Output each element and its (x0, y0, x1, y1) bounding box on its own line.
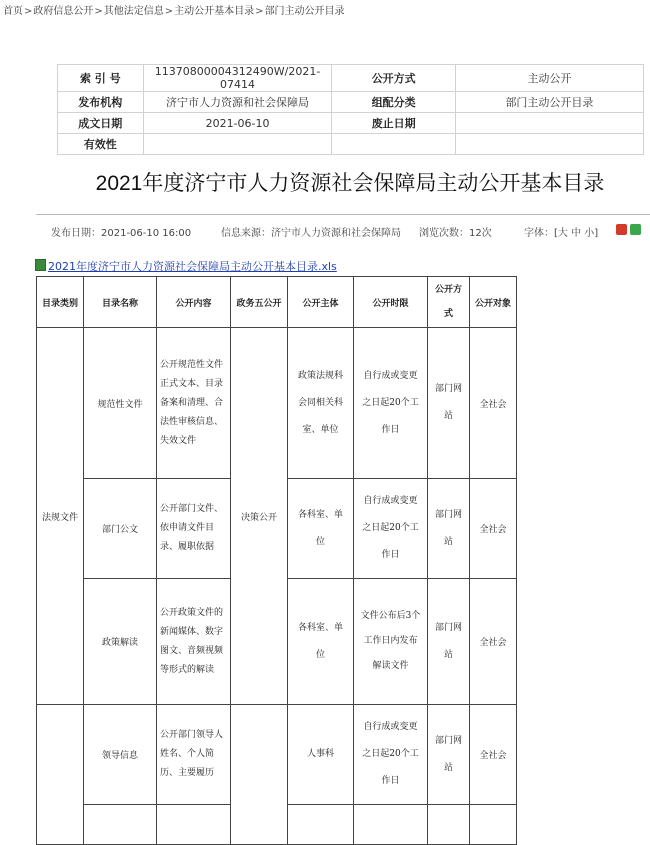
item-name: 政策解读 (84, 579, 157, 705)
empty-cell (354, 805, 428, 845)
info-source: 信息来源：济宁市人力资源和社会保障局 (221, 228, 401, 239)
meta-key: 组配分类 (332, 92, 455, 113)
table-row (37, 705, 517, 805)
item-name: 部门公文 (84, 479, 157, 579)
meta-value: 部门主动公开目录 (455, 92, 643, 113)
metadata-table (57, 64, 644, 155)
five-public-cell (231, 705, 288, 845)
meta-key: 索 引 号 (58, 65, 144, 92)
publish-date: 发布日期：2021-06-10 16:00 (51, 228, 192, 239)
share-weibo-icon[interactable] (616, 224, 627, 235)
breadcrumb-dept-catalog[interactable]: 部门主动公开目录 (264, 6, 345, 17)
item-target: 全社会 (470, 479, 517, 579)
breadcrumb-home[interactable]: 首页 (3, 6, 23, 17)
meta-value (143, 134, 332, 155)
item-name: 领导信息 (84, 705, 157, 805)
item-method: 部门网站 (428, 705, 470, 805)
attachment-name: 2021年度济宁市人力资源社会保障局主动公开基本目录.xls (48, 260, 337, 273)
item-time: 自行成或变更之日起20个工作日 (354, 328, 428, 479)
view-count: 浏览次数：12次 (419, 228, 492, 239)
meta-key: 公开方式 (332, 65, 455, 92)
catalog-table (36, 276, 517, 845)
col-header: 政务五公开 (231, 277, 288, 328)
share-wechat-icon[interactable] (630, 224, 641, 235)
meta-key: 废止日期 (332, 113, 455, 134)
item-time: 自行成或变更之日起20个工作日 (354, 479, 428, 579)
item-name: 规范性文件 (84, 328, 157, 479)
attachment-link[interactable] (35, 258, 337, 274)
meta-row (58, 113, 644, 134)
item-target: 全社会 (470, 579, 517, 705)
col-header: 公开对象 (470, 277, 517, 328)
item-content: 公开部门领导人姓名、个人简历、主要履历 (157, 705, 231, 805)
item-subject: 政策法规科会同相关科室、单位 (288, 328, 354, 479)
item-target: 全社会 (470, 705, 517, 805)
col-header: 目录名称 (84, 277, 157, 328)
meta-value: 11370800004312490W/2021-07414 (143, 65, 332, 92)
meta-value (455, 113, 643, 134)
meta-value (455, 134, 643, 155)
col-header: 目录类别 (37, 277, 84, 328)
meta-key: 有效性 (58, 134, 144, 155)
five-public-cell: 决策公开 (231, 328, 288, 705)
meta-value: 济宁市人力资源和社会保障局 (143, 92, 332, 113)
item-content: 公开部门文件、依申请文件目录、履职依据 (157, 479, 231, 579)
meta-key (332, 134, 455, 155)
item-subject: 各科室、单位 (288, 479, 354, 579)
item-time: 自行成或变更之日起20个工作日 (354, 705, 428, 805)
item-method: 部门网站 (428, 479, 470, 579)
item-content: 公开政策文件的新闻媒体、数字图文、音频视频等形式的解读 (157, 579, 231, 705)
item-time: 文件公布后3个工作日内发布解读文件 (354, 579, 428, 705)
breadcrumb-other-info[interactable]: 其他法定信息 (103, 6, 164, 17)
item-method: 部门网站 (428, 328, 470, 479)
empty-cell (157, 805, 231, 845)
empty-cell (84, 805, 157, 845)
info-bar (36, 214, 650, 245)
meta-value: 主动公开 (455, 65, 643, 92)
col-header: 公开时限 (354, 277, 428, 328)
meta-row (58, 65, 644, 92)
item-target: 全社会 (470, 328, 517, 479)
meta-key: 发布机构 (58, 92, 144, 113)
item-method: 部门网站 (428, 579, 470, 705)
item-subject: 各科室、单位 (288, 579, 354, 705)
empty-cell (428, 805, 470, 845)
excel-file-icon (35, 259, 46, 271)
breadcrumb-gov-info[interactable]: 政府信息公开 (33, 6, 94, 17)
col-header: 公开主体 (288, 277, 354, 328)
meta-row (58, 92, 644, 113)
empty-cell (288, 805, 354, 845)
col-header: 公开方式 (428, 277, 470, 328)
item-content: 公开规范性文件正式文本、目录备案和清理、合法性审核信息、失效文件 (157, 328, 231, 479)
col-header: 公开内容 (157, 277, 231, 328)
category-cell: 法规文件 (37, 328, 84, 705)
catalog-header-row (37, 277, 517, 328)
breadcrumb-catalog[interactable]: 主动公开基本目录 (174, 6, 255, 17)
item-subject: 人事科 (288, 705, 354, 805)
empty-cell (470, 805, 517, 845)
meta-row (58, 134, 644, 155)
meta-value: 2021-06-10 (143, 113, 332, 134)
breadcrumb: 首页>政府信息公开>其他法定信息>主动公开基本目录>部门主动公开目录 (3, 6, 345, 17)
category-cell (37, 705, 84, 845)
page-title: 2021年度济宁市人力资源社会保障局主动公开基本目录 (95, 172, 605, 195)
font-size-control[interactable]: 字体：[大 中 小] (524, 228, 599, 239)
meta-key: 成文日期 (58, 113, 144, 134)
table-row (37, 328, 517, 479)
